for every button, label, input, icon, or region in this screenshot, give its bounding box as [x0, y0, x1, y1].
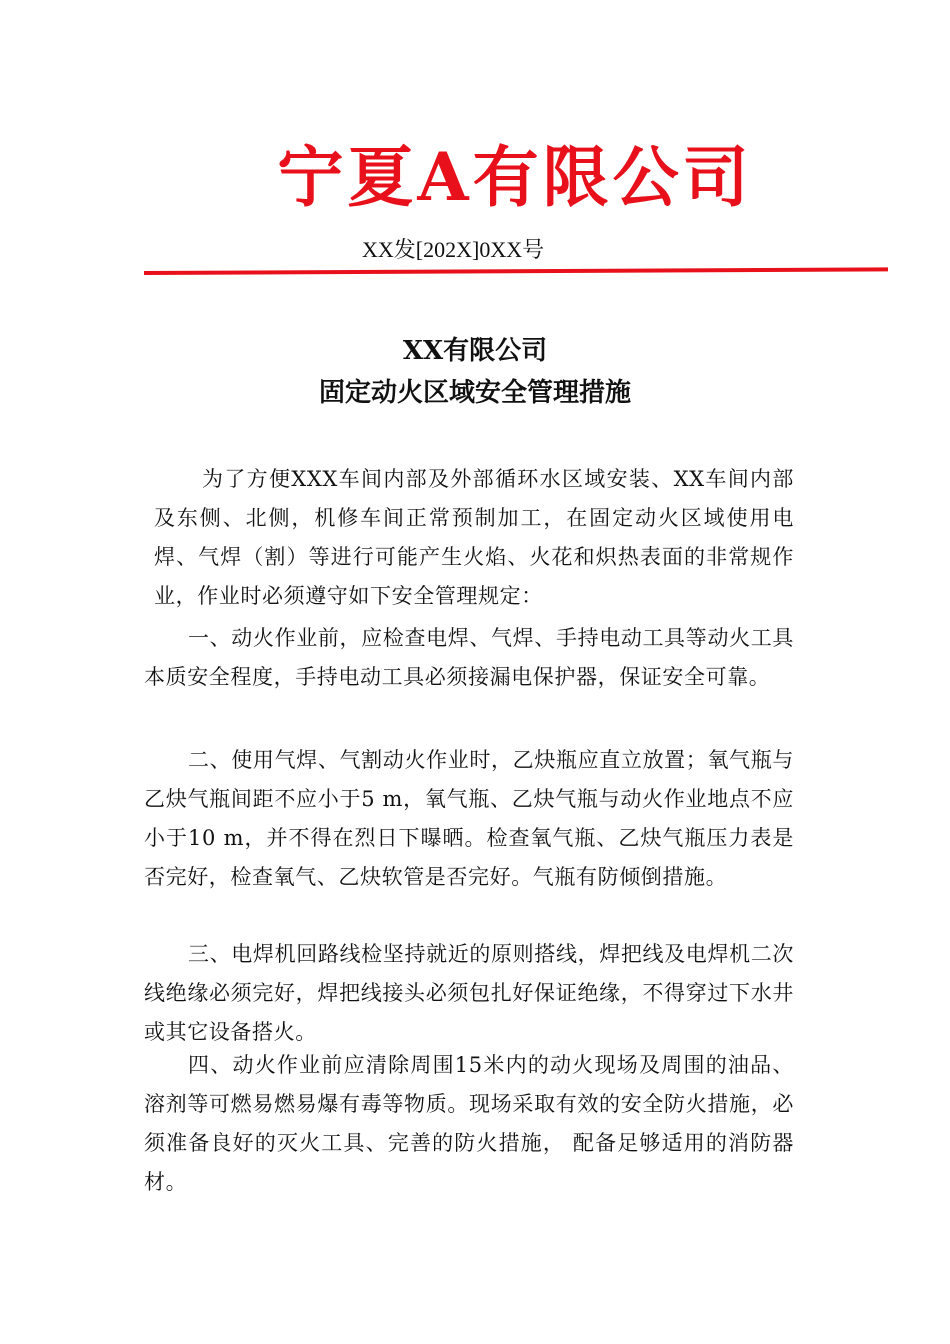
letterhead-company-name: 宁夏A有限公司 — [277, 138, 753, 216]
letterhead-red-divider — [144, 267, 888, 275]
rule-item-2: 二、使用气焊、气割动火作业时，乙炔瓶应直立放置；氧气瓶与乙炔气瓶间距不应小于5 m，氧气瓶、乙炔气瓶与动火作业地点不应小于10 m，并不得在烈日下曝晒。检查氧气瓶、乙炔气瓶压力表是否完好，检查氧气、乙炔软管是否完好。气瓶有防倾倒措施。 — [144, 748, 794, 889]
rule-item-1: 一、动火作业前，应检查电焊、气焊、手持电动工具等动火工具本质安全程度，手持电动工具必须接漏电保护器，保证安全可靠。 — [144, 626, 794, 689]
document-title-company: XX有限公司 — [402, 336, 548, 366]
rule-item-3: 三、电焊机回路线检坚持就近的原则搭线，焊把线及电焊机二次线绝缘必须完好，焊把线接头必须包扎好保证绝缘，不得穿过下水井或其它设备搭火。 — [144, 942, 794, 1044]
document-title: 固定动火区域安全管理措施 — [318, 378, 631, 408]
document-number: XX发[202X]0XX号 — [362, 237, 545, 262]
rule-item-4: 四、动火作业前应清除周围15米内的动火现场及周围的油品、溶剂等可燃易燃易爆有毒等物质。现场采取有效的安全防火措施，必须准备良好的灭火工具、完善的防火措施， 配备足够适用的消防器材。 — [144, 1053, 794, 1194]
intro-paragraph: 为了方便XXX车间内部及外部循环水区域安装、XX车间内部及东侧、北侧，机修车间正常预制加工，在固定动火区域使用电焊、气焊（割）等进行可能产生火焰、火花和炽热表面的非常规作业，作业时必须遵守如下安全管理规定： — [154, 467, 794, 608]
